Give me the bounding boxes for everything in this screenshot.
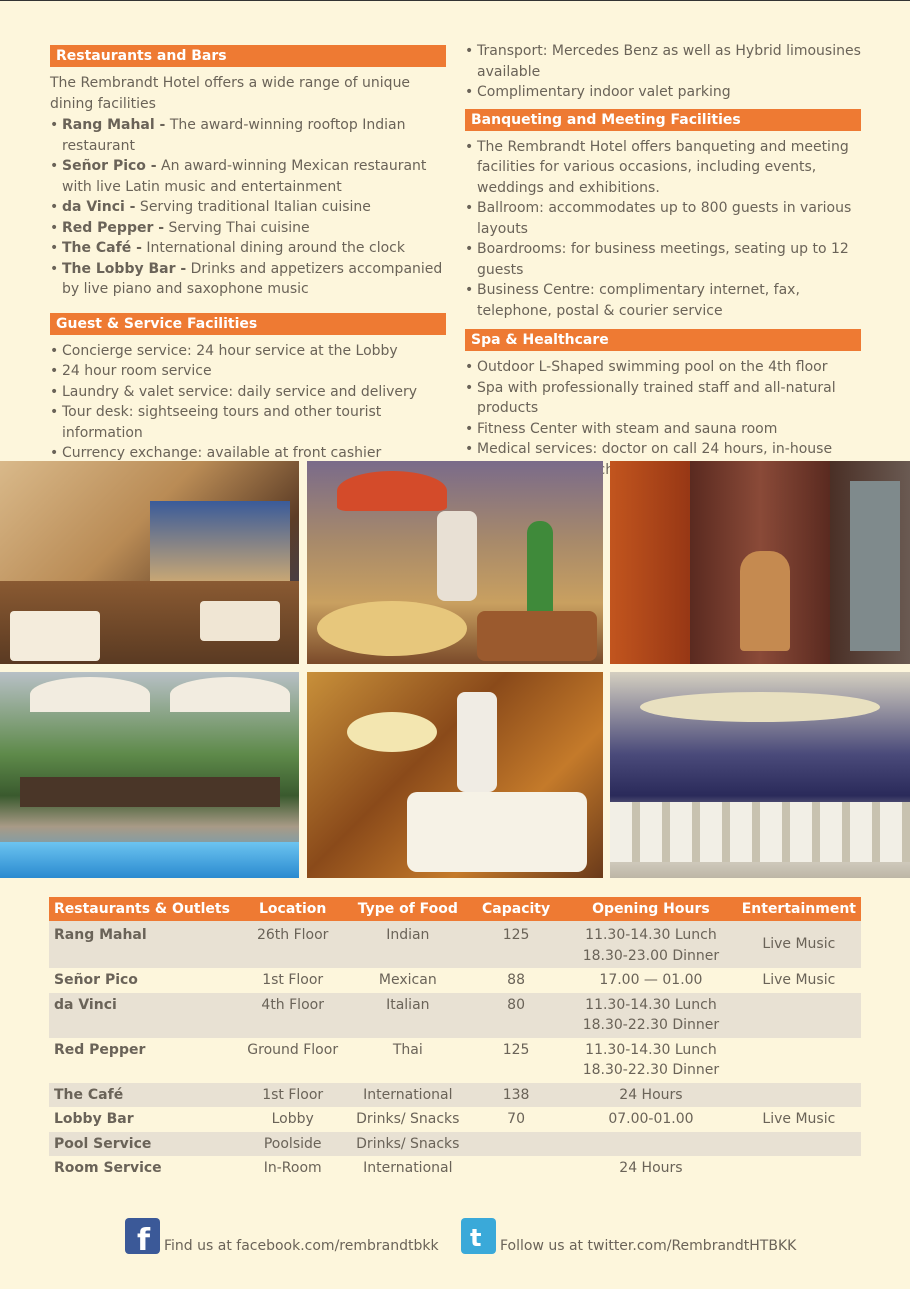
header-capacity: Capacity [467, 897, 565, 921]
cell-location: Ground Floor [247, 1041, 339, 1058]
top-rule [0, 0, 910, 1]
list-item: • Fitness Center with steam and sauna room [465, 419, 861, 440]
cell-hours: 07.00-01.00 [608, 1111, 694, 1127]
cell-name: The Café [49, 1083, 237, 1108]
cell-food: Italian [349, 993, 467, 1038]
header-hours: Opening Hours [565, 897, 737, 921]
table-row [49, 1107, 861, 1132]
list-item: • Laundry & valet service: daily service and delivery [50, 382, 446, 403]
cell-entertainment [737, 993, 861, 1038]
list-item: • Concierge service: 24 hour service at the Lobby [50, 341, 446, 362]
list-item: • Ballroom: accommodates up to 800 guests in various layouts [465, 198, 861, 239]
cell-name: Pool Service [49, 1132, 237, 1157]
restaurant-name: da Vinci - [62, 199, 136, 215]
svg-text:f: f [137, 1223, 151, 1254]
cell-capacity [467, 1132, 565, 1157]
header-entertainment: Entertainment [737, 897, 861, 921]
cell-capacity: 125 [467, 921, 565, 968]
senor-pico-photo [307, 461, 603, 664]
left-column [50, 45, 446, 464]
cell-food: Thai [392, 1041, 423, 1058]
restaurant-desc: An award-winning Mexican restaurant with live Latin music and entertainment [62, 158, 427, 195]
list-item [50, 115, 446, 156]
list-item [50, 259, 446, 300]
restaurant-name: The Lobby Bar - [62, 260, 187, 277]
cell-food: International [363, 1160, 453, 1176]
restaurants-list [50, 115, 446, 300]
restaurants-intro: The Rembrandt Hotel offers a wide range of unique dining facilities [50, 75, 411, 112]
twitter-icon[interactable] [461, 1218, 496, 1254]
cell-capacity: 80 [467, 993, 565, 1038]
list-item: • Outdoor L-Shaped swimming pool on the 4th floor [465, 357, 861, 378]
ballroom-photo [610, 672, 910, 878]
banqueting-heading: Banqueting and Meeting Facilities [465, 109, 861, 131]
header-location: Location [237, 897, 349, 921]
list-item: • Complimentary indoor valet parking [465, 82, 861, 103]
cell-name: Señor Pico [54, 972, 138, 988]
restaurant-name: Señor Pico - [62, 158, 157, 174]
cell-entertainment: Live Music [762, 972, 836, 988]
list-item [50, 238, 446, 259]
cell-hours [565, 993, 737, 1038]
cell-name: Room Service [54, 1160, 162, 1176]
table-header-row [49, 897, 861, 921]
restaurant-name: Rang Mahal - [62, 117, 166, 133]
list-item: • 24 hour room service [50, 361, 446, 382]
cell-location: 26th Floor [237, 921, 349, 968]
svg-text:t: t [470, 1224, 482, 1252]
pool-photo [0, 672, 299, 878]
cell-hours: 17.00 — 01.00 [599, 972, 703, 988]
transport-list [465, 41, 861, 103]
da-vinci-photo [307, 672, 603, 878]
restaurant-desc: Drinks and appetizers accompanied by live piano and saxophone music [62, 260, 443, 297]
cell-entertainment [737, 1083, 861, 1108]
list-item: • Business Centre: complimentary internet, fax, telephone, postal & courier service [465, 280, 861, 321]
cell-location: Lobby [271, 1111, 314, 1127]
list-item [50, 197, 446, 218]
restaurant-desc: Serving Thai cuisine [164, 219, 310, 236]
hours-line: 11.30-14.30 Lunch [585, 1041, 717, 1058]
cell-name: Red Pepper [54, 1041, 146, 1058]
hours-line: 18.30-22.30 Dinner [582, 1062, 720, 1078]
cell-location: 4th Floor [237, 993, 349, 1038]
restaurant-name: Red Pepper - [62, 219, 165, 236]
cell-capacity: 125 [502, 1041, 530, 1058]
guest-service-list [50, 341, 446, 464]
cell-capacity: 88 [507, 972, 525, 988]
cell-name: Lobby Bar [54, 1111, 134, 1127]
restaurant-desc: International dining around the clock [141, 240, 405, 256]
restaurant-desc: Serving traditional Italian cuisine [135, 199, 371, 215]
guest-service-heading: Guest & Service Facilities [50, 313, 446, 335]
cell-capacity: 70 [507, 1111, 525, 1127]
spa-photo [610, 461, 910, 664]
cell-hours [565, 1132, 737, 1157]
cell-entertainment: Live Music [762, 1111, 836, 1127]
hours-line: 18.30-23.00 Dinner [582, 947, 720, 964]
restaurants-bars-heading: Restaurants and Bars [50, 45, 446, 67]
cell-food: Drinks/ Snacks [349, 1132, 467, 1157]
restaurant-desc: The award-winning rooftop Indian restaurant [62, 117, 406, 154]
list-item: • Medical services: doctor on call 24 hours, in-house [465, 439, 861, 480]
table-row [49, 968, 861, 993]
cell-food: International [349, 1083, 467, 1108]
hours-line: 11.30-14.30 Lunch [585, 927, 717, 943]
cell-entertainment [737, 1038, 861, 1083]
cell-food: Indian [349, 921, 467, 968]
spa-heading: Spa & Healthcare [465, 329, 861, 351]
cell-entertainment: Live Music [737, 921, 861, 968]
restaurant-name: The Café - [62, 240, 142, 256]
cell-entertainment [737, 1156, 861, 1181]
cell-name: da Vinci [49, 993, 237, 1038]
table-row [49, 1038, 861, 1083]
outlets-table [49, 897, 861, 1181]
table-row [49, 1132, 861, 1157]
twitter-link[interactable]: Follow us at twitter.com/RembrandtHTBKK [500, 1238, 797, 1254]
cell-hours [565, 1038, 737, 1083]
table-row [49, 921, 861, 968]
list-item: • The Rembrandt Hotel offers banqueting and meeting facilities for various occasions, including events, weddings and exhibitions. [465, 137, 861, 199]
list-item: • Tour desk: sightseeing tours and other tourist information [50, 402, 446, 443]
cell-capacity: 138 [467, 1083, 565, 1108]
cell-location: 1st Floor [237, 1083, 349, 1108]
list-item [50, 156, 446, 197]
table-row [49, 1083, 861, 1108]
cell-hours: 24 Hours [619, 1160, 683, 1176]
cell-capacity [467, 1156, 565, 1181]
cell-name: Rang Mahal [49, 921, 237, 968]
table-row [49, 993, 861, 1038]
header-food: Type of Food [349, 897, 467, 921]
facebook-link[interactable]: Find us at facebook.com/rembrandtbkk [164, 1238, 439, 1254]
cell-food: Mexican [378, 972, 437, 988]
right-column [465, 41, 861, 480]
photo-grid [0, 461, 910, 878]
banqueting-list [465, 137, 861, 322]
cell-location: In-Room [263, 1160, 322, 1176]
table-row [49, 1156, 861, 1181]
cell-location: Poolside [237, 1132, 349, 1157]
list-item: • Boardrooms: for business meetings, seating up to 12 guests [465, 239, 861, 280]
rang-mahal-photo [0, 461, 299, 664]
list-item: • Transport: Mercedes Benz as well as Hybrid limousines available [465, 41, 861, 82]
cell-hours [565, 921, 737, 968]
cell-food: Drinks/ Snacks [356, 1111, 460, 1127]
cell-location: 1st Floor [262, 972, 324, 988]
facebook-icon[interactable] [125, 1218, 160, 1254]
cell-hours: 24 Hours [565, 1083, 737, 1108]
header-outlets: Restaurants & Outlets [49, 897, 237, 921]
list-item: • Spa with professionally trained staff and all-natural products [465, 378, 861, 419]
hours-line: 18.30-22.30 Dinner [582, 1017, 720, 1033]
list-item [50, 218, 446, 239]
cell-entertainment [737, 1132, 861, 1157]
list-item: • Currency exchange: available at front cashier [50, 443, 446, 464]
hours-line: 11.30-14.30 Lunch [585, 996, 717, 1013]
